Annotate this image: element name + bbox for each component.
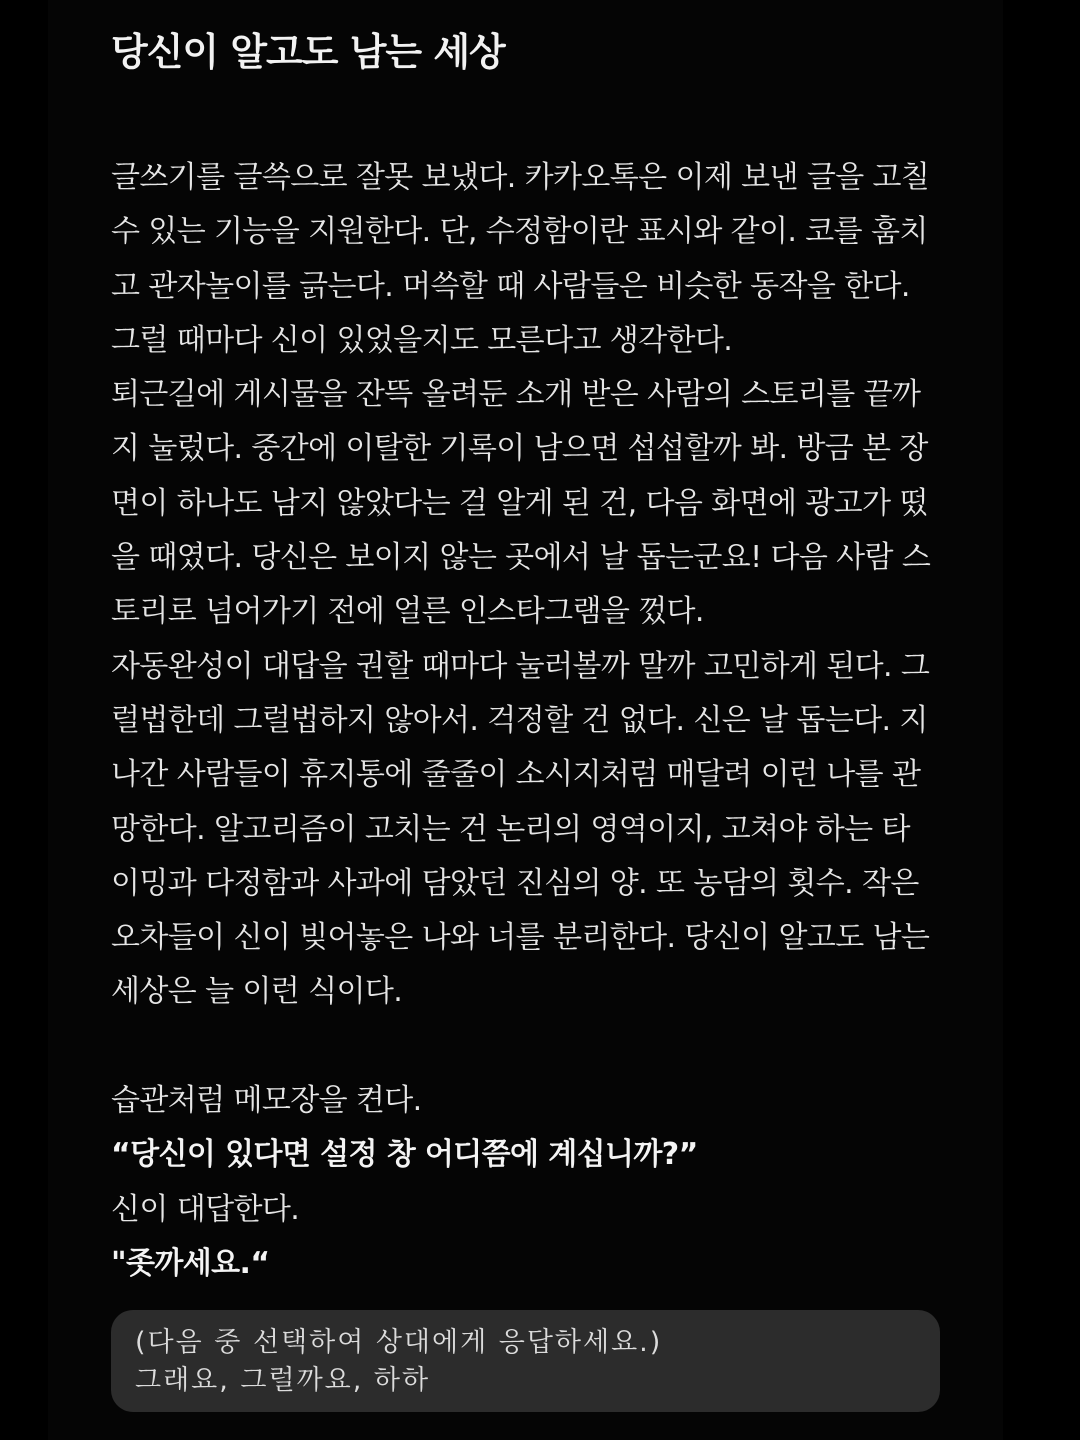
body-line: 나간 사람들이 휴지통에 줄줄이 소시지처럼 매달려 이런 나를 관 <box>111 757 921 793</box>
paragraph-spacer <box>111 1020 951 1074</box>
reply-suggestion-instruction: (다음 중 선택하여 상대에게 응답하세요.) <box>135 1327 663 1358</box>
body-line: 럴법한데 그럴법하지 않아서. 걱정할 건 없다. 신은 날 돕는다. 지 <box>111 702 928 738</box>
quoted-question: “당신이 있다면 설정 창 어디쯤에 계십니까?” <box>111 1137 698 1173</box>
body-line: 고 관자놀이를 긁는다. 머쓱할 때 사람들은 비슷한 동작을 한다. <box>111 268 910 304</box>
reply-suggestion-box[interactable] <box>111 1310 940 1412</box>
body-line: 토리로 넘어가기 전에 얼른 인스타그램을 껐다. <box>111 594 704 630</box>
body-line: 면이 하나도 남지 않았다는 걸 알게 된 건, 다음 화면에 광고가 떴 <box>111 485 928 521</box>
body-line: 이밍과 다정함과 사과에 담았던 진심의 양. 또 농담의 횟수. 작은 <box>111 865 919 901</box>
body-line: 오차들이 신이 빚어놓은 나와 너를 분리한다. 당신이 알고도 남는 <box>111 920 930 956</box>
body-line: 세상은 늘 이런 식이다. <box>111 974 403 1010</box>
body-line: 망한다. 알고리즘이 고치는 건 논리의 영역이지, 고쳐야 하는 타 <box>111 811 910 847</box>
document-title: 당신이 알고도 남는 세상 <box>111 30 505 74</box>
body-line: 을 때였다. 당신은 보이지 않는 곳에서 날 돕는군요! 다음 사람 스 <box>111 540 931 576</box>
body-line: 글쓰기를 글쓱으로 잘못 보냈다. 카카오톡은 이제 보낸 글을 고칠 <box>111 160 930 195</box>
quoted-answer: "좃까세요.“ <box>111 1245 270 1281</box>
body-line: 지 눌렀다. 중간에 이탈한 기록이 남으면 섭섭할까 봐. 방금 본 장 <box>111 431 928 467</box>
reply-suggestion-options[interactable]: 그래요, 그럴까요, 하하 <box>135 1365 431 1396</box>
body-line: 신이 대답한다. <box>111 1191 300 1227</box>
body-line: 그럴 때마다 신이 있었을지도 모른다고 생각한다. <box>111 322 733 358</box>
body-line: 퇴근길에 게시물을 잔뜩 올려둔 소개 받은 사람의 스토리를 끝까 <box>111 377 921 413</box>
body-line: 수 있는 기능을 지원한다. 단, 수정함이란 표시와 같이. 코를 훔치 <box>111 214 928 250</box>
body-line: 자동완성이 대답을 권할 때마다 눌러볼까 말까 고민하게 된다. 그 <box>111 648 930 684</box>
body-line: 습관처럼 메모장을 켠다. <box>111 1083 422 1119</box>
document-body <box>111 151 951 1291</box>
